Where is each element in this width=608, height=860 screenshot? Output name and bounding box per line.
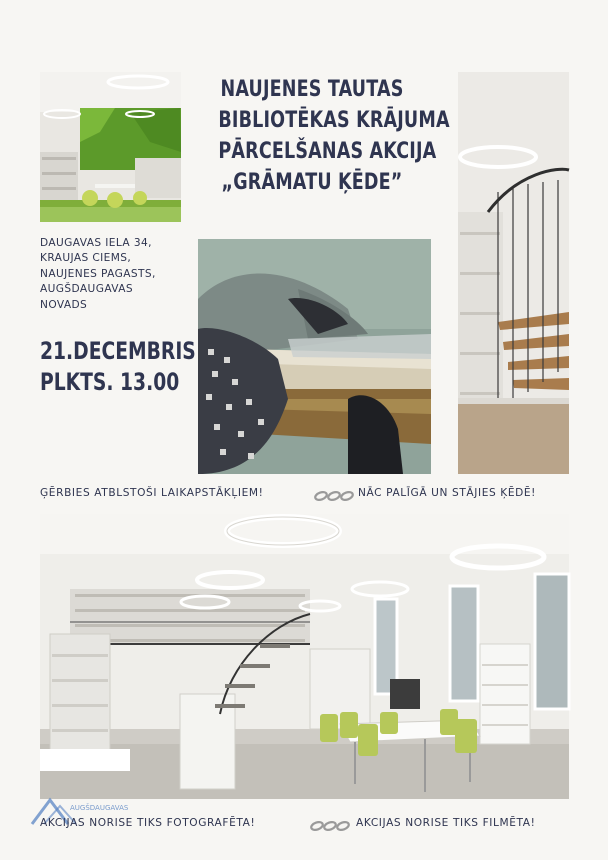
- title-line: NAUJENES TAUTAS: [220, 76, 404, 102]
- photo-gloved-hand-book: [198, 239, 431, 474]
- event-date: 21.DECEMBRIS: [40, 337, 196, 365]
- address-line: AUGŠDAUGAVAS: [40, 283, 134, 296]
- event-datetime: [40, 336, 196, 398]
- photo-spiral-staircase: [458, 72, 569, 474]
- title-line: BIBLIOTĒKAS KRĀJUMA: [218, 107, 450, 133]
- address-line: NAUJENES PAGASTS,: [40, 267, 156, 280]
- slogan-photo: AKCIJAS NORISE TIKS FOTOGRAFĒTA!: [40, 817, 256, 829]
- photo-library-green-wall: [40, 72, 181, 222]
- address-line: NOVADS: [40, 298, 88, 311]
- slogan-join: NĀC PALĪGĀ UN STĀJIES ĶĒDĒ!: [358, 487, 537, 499]
- slogan-dress: ĢĒRBIES ATBLSTOŠI LAIKAPSTĀKĻIEM!: [40, 487, 264, 499]
- event-time: PLKTS. 13.00: [40, 368, 180, 396]
- title-line: PĀRCELŠANAS AKCIJA: [218, 138, 437, 164]
- title-line: „GRĀMATU ĶĒDE”: [221, 169, 403, 195]
- chain-link-icon: [314, 487, 354, 506]
- event-title: [218, 74, 450, 198]
- address-line: KRAUJAS CIEMS,: [40, 252, 132, 265]
- address-line: DAUGAVAS IELA 34,: [40, 237, 152, 249]
- chain-link-icon: [310, 817, 350, 836]
- logo-text: AUGŠDAUGAVAS: [70, 804, 129, 812]
- slogan-film: AKCIJAS NORISE TIKS FILMĒTA!: [356, 817, 536, 829]
- address: [40, 236, 200, 313]
- photo-library-hall: [40, 514, 569, 799]
